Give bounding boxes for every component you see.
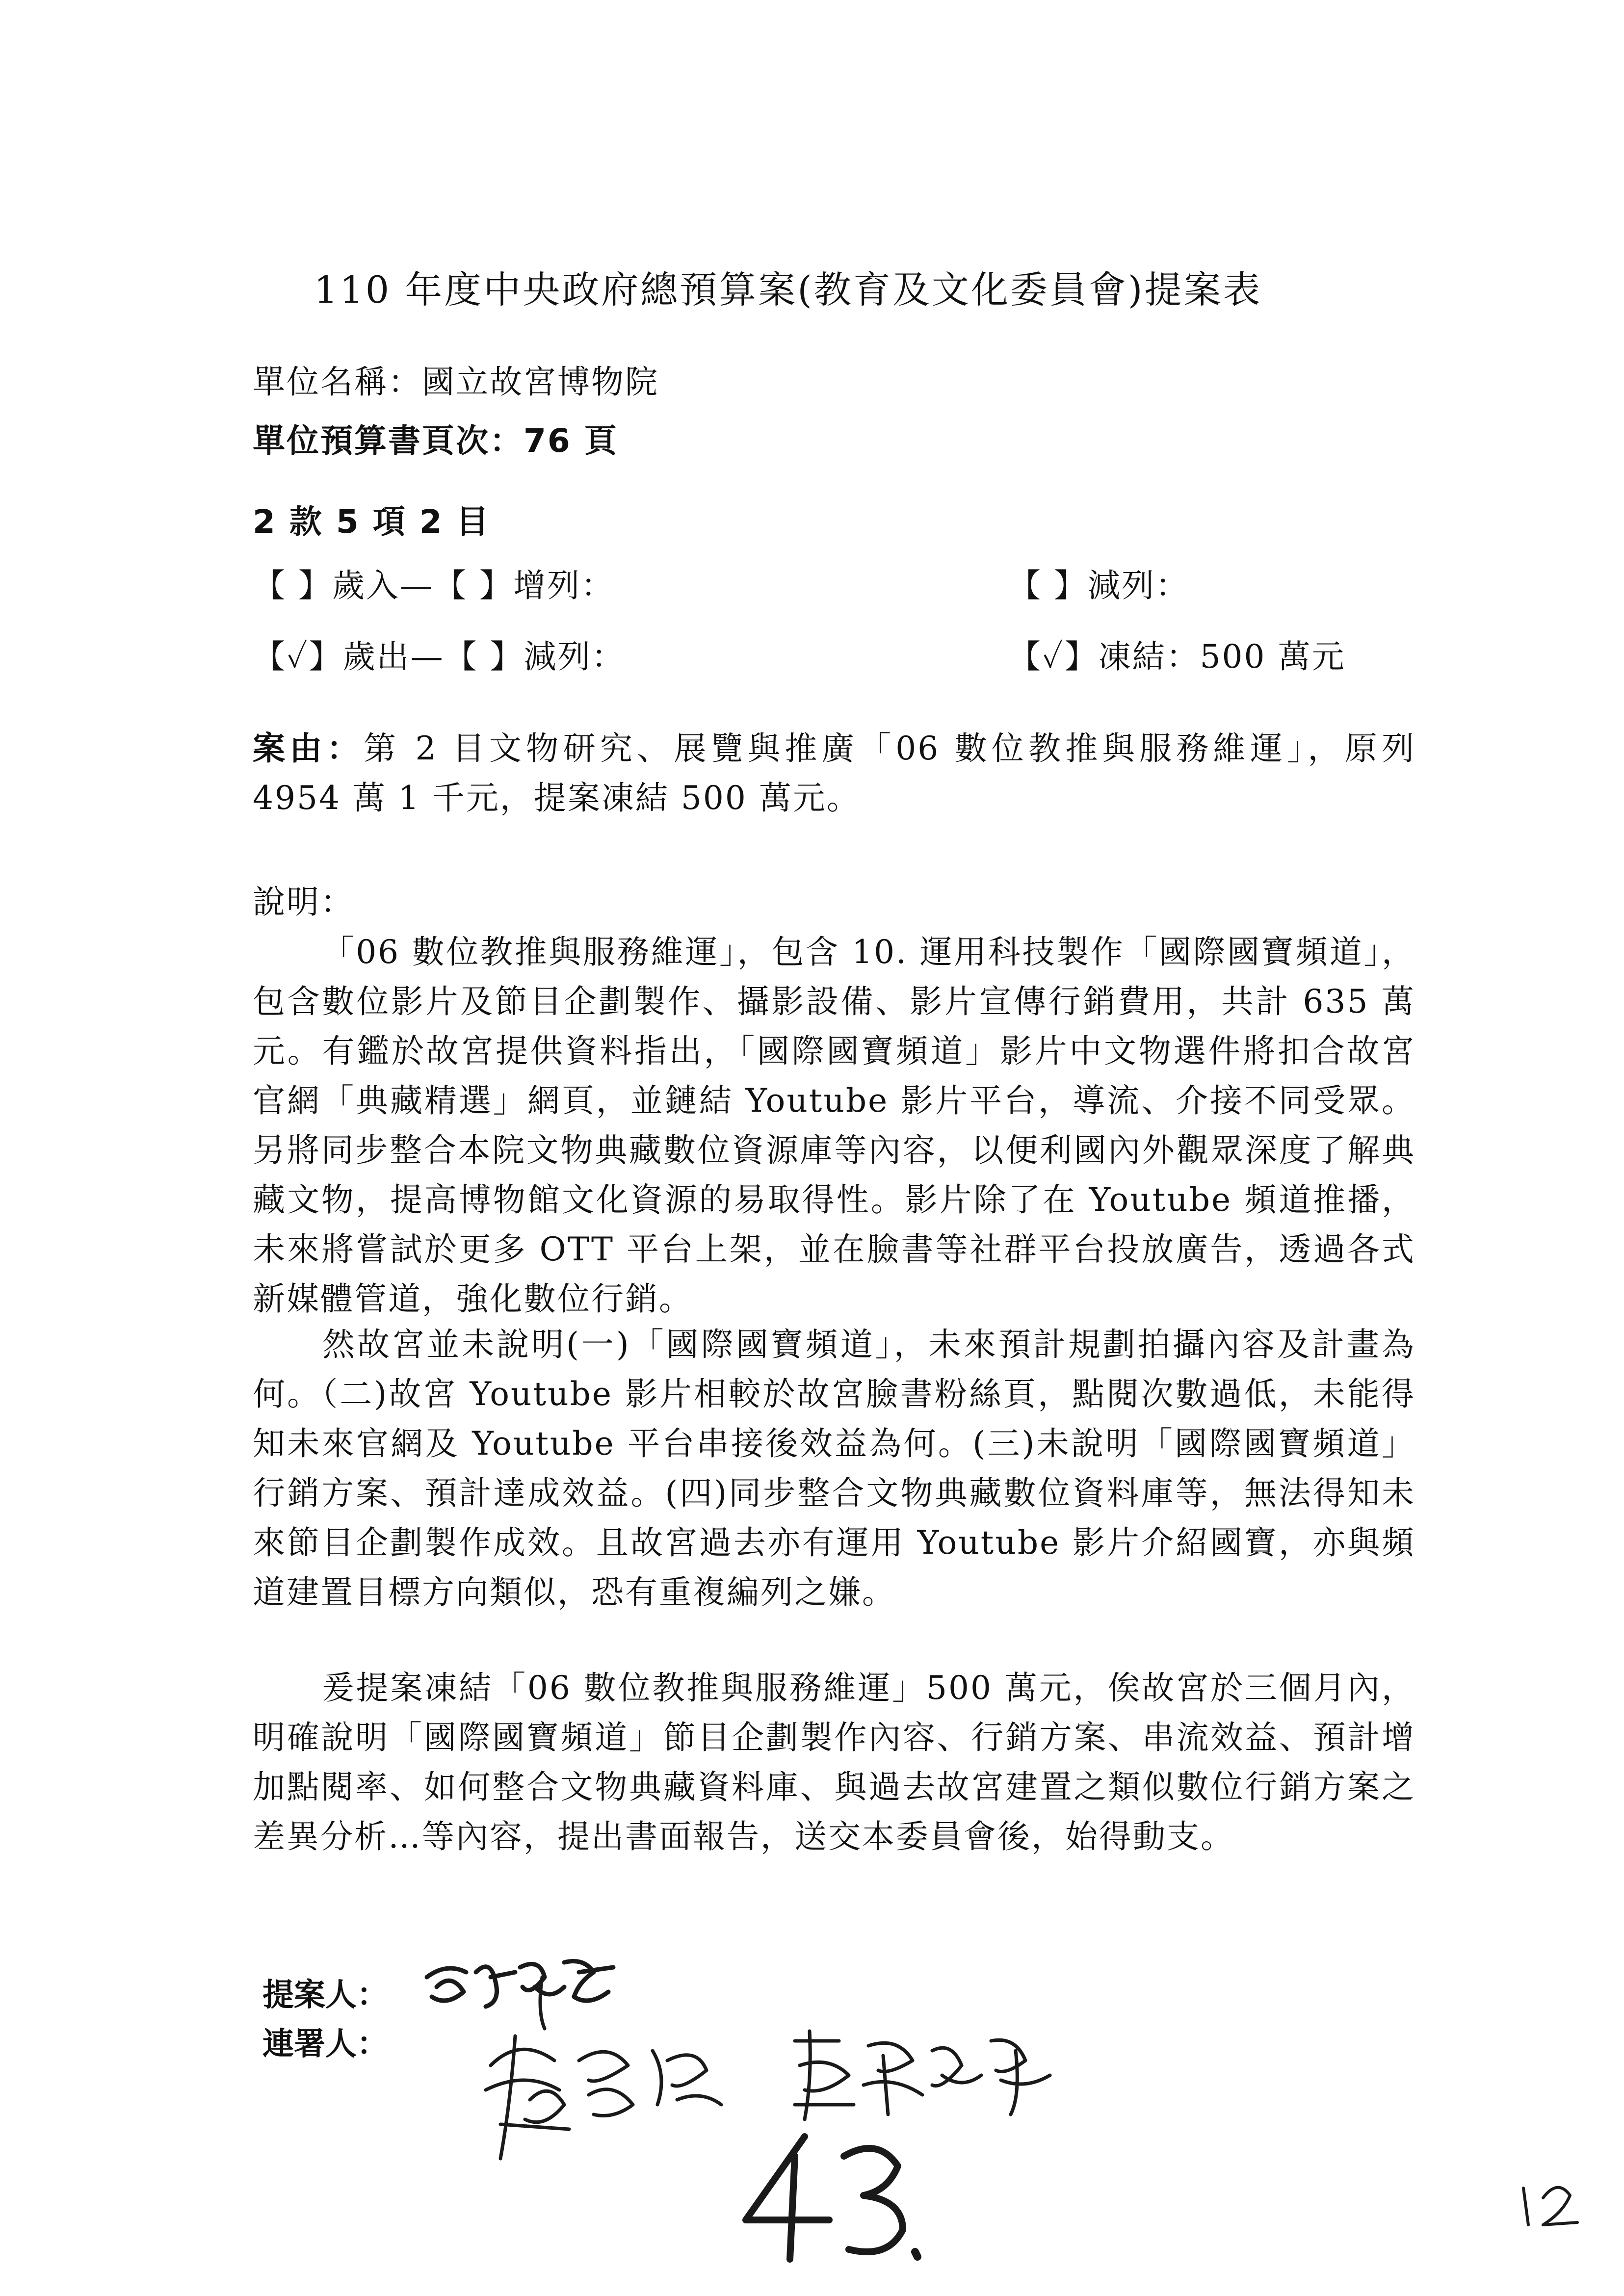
revenue-decrease-option: 【 】減列： <box>1008 567 1189 604</box>
explanation-paragraph-1: 「06 數位教推與服務維運」，包含 10. 運用科技製作「國際國寶頻道」，包含數位影片及節目企劃製作、攝影設備、影片宣傳行銷費用，共計 635 萬元。有鑑於故宮提供資料指出，「國際國寶頻道」影片中文物選件將扣合故宮官網「典藏精選」網頁，並鏈結 Youtube 影片平台，導流、介接不同受眾。另將同步整合本院文物典藏數位資源庫等內容，以便利國內外觀眾深度了解典藏文物，提高博物館文化資源的易取得性。影片除了在 Youtube 頻道推播，未來將嘗試於更多 OTT 平台上架，並在臉書等社群平台投放廣告，透過各式新媒體管道，強化數位行銷。 <box>253 933 1415 1318</box>
handwritten-number-ink <box>731 2127 937 2264</box>
budget-item: 2 款 5 項 2 目 <box>253 503 490 541</box>
expenditure-decrease-option: 【✓】歲出—【 】減列： <box>253 638 626 676</box>
case-label: 案由： <box>253 730 364 767</box>
handwritten-number <box>731 2127 937 2264</box>
explanation-paragraph-3: 爰提案凍結「06 數位教推與服務維運」500 萬元，俟故宮於三個月內，明確說明「國際國寶頻道」節目企劃製作內容、行銷方案、串流效益、預計增加點閱率、如何整合文物典藏資料庫、與過去故宮建置之類似數位行銷方案之差異分析…等內容，提出書面報告，送交本委員會後，始得動支。 <box>253 1669 1415 1855</box>
handwritten-page-number <box>1514 2178 1582 2232</box>
explanation-paragraph-2: 然故宮並未說明(一)「國際國寶頻道」，未來預計規劃拍攝內容及計畫為何。（二)故宮 Youtube 影片相較於故宮臉書粉絲頁，點閱次數過低，未能得知未來官網及 Youtube 平台串接後效益為何。(三)未說明「國際國寶頻道」行銷方案、預計達成效益。(四)同步整合文物典藏數位資料庫等，無法得知未來節目企劃製作成效。且故宮過去亦有運用 Youtube 影片介紹國寶，亦與頻道建置目標方向類似，恐有重複編列之嫌。 <box>253 1326 1415 1611</box>
unit-name: 單位名稱：國立故宮博物院 <box>253 363 659 401</box>
expenditure-freeze-option: 【✓】凍結：500 萬元 <box>1008 638 1346 676</box>
explanation-label: 說明： <box>253 883 354 921</box>
proposer-label: 提案人： <box>262 1977 388 2013</box>
case-section <box>253 724 1415 823</box>
cosigner-signature-1 <box>471 2007 736 2168</box>
budget-page: 單位預算書頁次：76 頁 <box>253 422 618 460</box>
cosigner-signature-2 <box>785 2021 1060 2129</box>
case-text: 第 2 目文物研究、展覽與推廣「06 數位教推與服務維運」，原列 4954 萬 1 千元，提案凍結 500 萬元。 <box>253 730 1416 817</box>
revenue-increase-option: 【 】歲入—【 】增列： <box>253 567 615 604</box>
document-title: 110 年度中央政府總預算案(教育及文化委員會)提案表 <box>314 268 1262 312</box>
cosigner-label: 連署人： <box>262 2026 388 2062</box>
